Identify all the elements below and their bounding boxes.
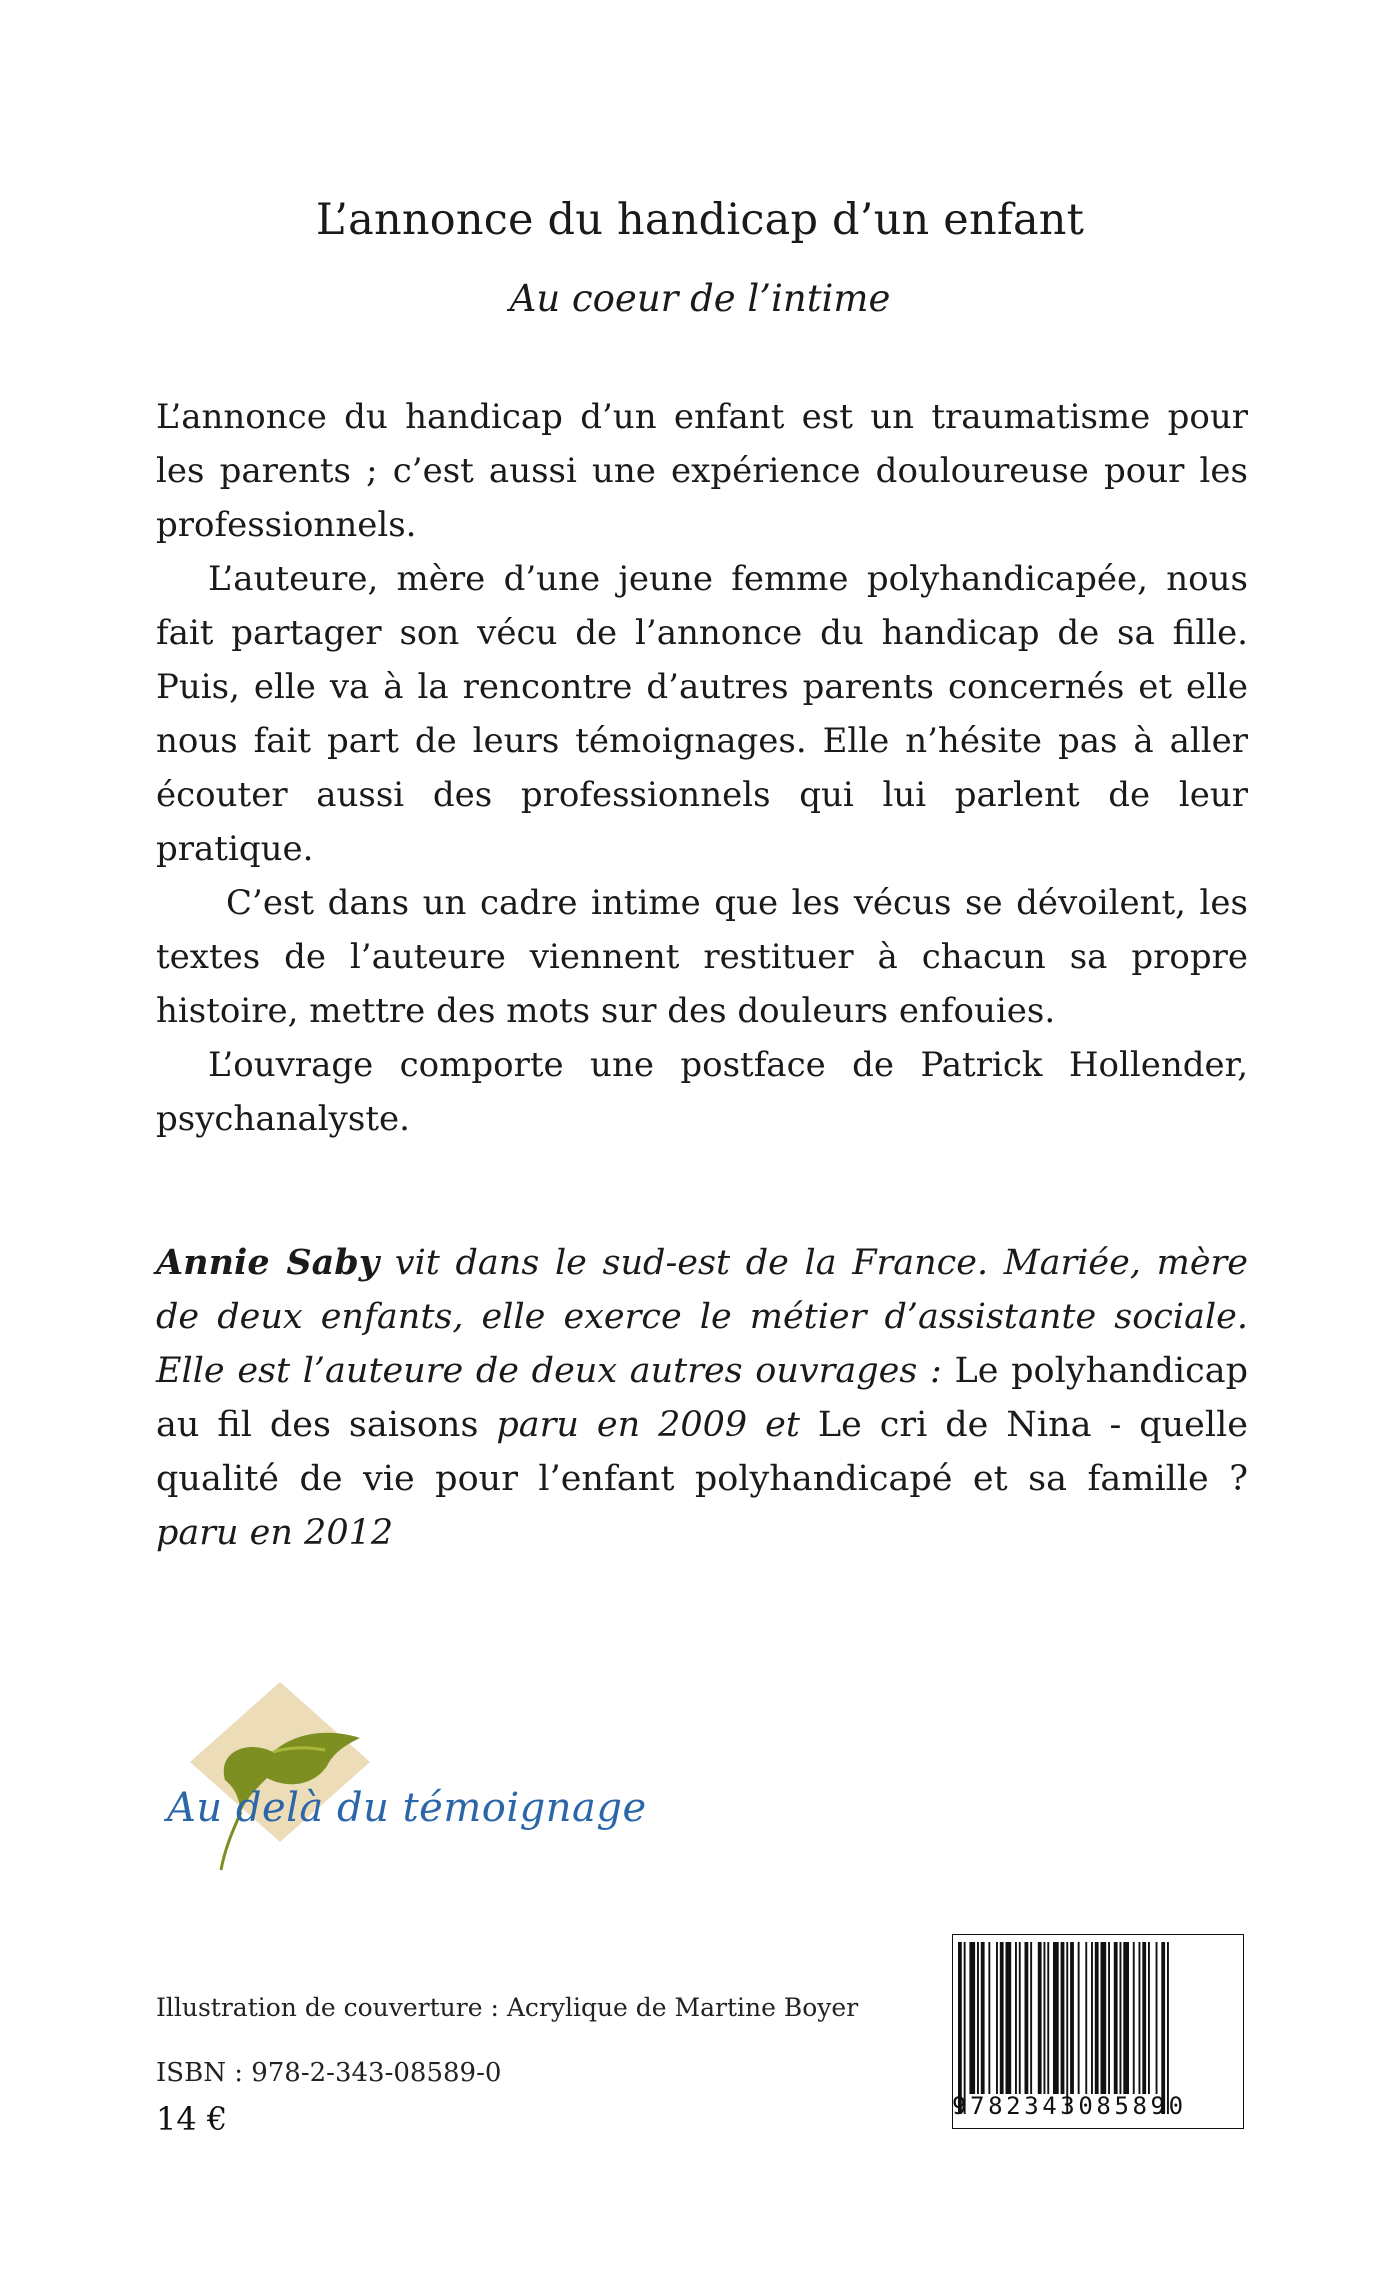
book-subtitle: Au coeur de l’intime	[509, 277, 891, 320]
barcode-bar	[969, 1942, 975, 2094]
barcode-bar	[1148, 1942, 1150, 2094]
barcode-bar	[1047, 1942, 1049, 2094]
price: 14 €	[156, 2100, 228, 2138]
barcode-bar	[1061, 1942, 1065, 2094]
barcode-bar	[1044, 1942, 1046, 2094]
bio-book-2: Le cri de Nina - quelle qualité de vie pour l’enfant polyhandicapé et sa famille ?	[156, 1405, 1249, 1499]
barcode-bar	[1108, 1942, 1110, 2094]
barcode-bar	[1053, 1942, 1059, 2094]
book-title: L’annonce du handicap d’un enfant	[315, 195, 1085, 245]
barcode-bar	[977, 1942, 979, 2094]
barcode-bar	[981, 1942, 985, 2094]
collection-logo	[155, 1680, 655, 1875]
bio-book-1: Le polyhandicap au fil des saisons	[156, 1351, 1248, 1445]
summary	[156, 390, 1248, 1146]
barcode-bar	[1070, 1942, 1074, 2094]
barcode-bar	[1095, 1942, 1099, 2094]
barcode-bar	[958, 1942, 962, 2114]
barcode-bar	[1139, 1942, 1141, 2094]
bio-text-1: vit dans le sud-est de la France. Mariée, mère de deux enfants, elle exerce le métier d’assistante sociale. Elle est l’auteure de deux autres ouvrages :	[156, 1243, 1249, 1391]
barcode-bar	[1015, 1942, 1017, 2094]
barcode-bar	[1066, 1942, 1068, 2114]
barcode-bar	[1030, 1942, 1032, 2094]
barcode-bar	[1133, 1942, 1135, 2094]
barcode-bar	[996, 1942, 998, 2094]
barcode-bar	[988, 1942, 990, 2094]
summary-paragraph-3: C’est dans un cadre intime que les vécus se dévoilent, les textes de l’auteure viennent restituer à chacun sa propre histoire, mettre des mots sur des douleurs enfouies.	[156, 883, 1248, 1031]
barcode-bar	[1019, 1942, 1021, 2094]
author-name: Annie Saby	[156, 1242, 380, 1283]
summary-paragraph-4: L’ouvrage comporte une postface de Patrick Hollender, psychanalyste.	[156, 1045, 1248, 1139]
summary-paragraph-1: L’annonce du handicap d’un enfant est un traumatisme pour les parents ; c’est aussi une expérience douloureuse pour les professionnels.	[156, 397, 1248, 545]
barcode-bar	[1085, 1942, 1087, 2094]
barcode-bar	[1101, 1942, 1107, 2094]
barcode-bar	[964, 1942, 966, 2114]
barcode-digits: 9782343085890	[952, 2092, 1187, 2120]
author-bio	[156, 1236, 1248, 1560]
barcode-bar	[1114, 1942, 1118, 2094]
collection-name: Au delà du témoignage	[167, 1785, 647, 1831]
barcode-bar	[1078, 1942, 1080, 2094]
barcode-bar	[1025, 1942, 1029, 2094]
isbn: ISBN : 978-2-343-08589-0	[156, 2058, 502, 2088]
barcode-bar	[1038, 1942, 1042, 2094]
barcode-bar	[1123, 1942, 1129, 2094]
summary-paragraph-2: L’auteure, mère d’une jeune femme polyhandicapée, nous fait partager son vécu de l’annonce du handicap de sa fille. Puis, elle va à la rencontre d’autres parents concernés et elle nous fait part de leurs témoignages. Elle n’hésite pas à aller écouter aussi des professionnels qui lui parlent de leur pratique.	[156, 559, 1248, 869]
barcode-bar	[1000, 1942, 1004, 2094]
illustration-credit: Illustration de couverture : Acrylique de Martine Boyer	[156, 1993, 859, 2022]
barcode-bar	[1142, 1942, 1146, 2094]
barcode-bar	[1161, 1942, 1165, 2114]
barcode-bar	[1120, 1942, 1122, 2094]
barcode	[952, 1934, 1244, 2129]
collection-flower-icon	[155, 1680, 655, 1875]
barcode-bar	[1156, 1942, 1158, 2094]
barcode-bar	[1167, 1942, 1169, 2114]
barcode-bar	[1091, 1942, 1093, 2094]
barcode-bar	[1006, 1942, 1012, 2094]
bio-text-3: paru en 2012	[156, 1513, 394, 1553]
bio-text-2: paru en 2009 et	[478, 1405, 818, 1445]
